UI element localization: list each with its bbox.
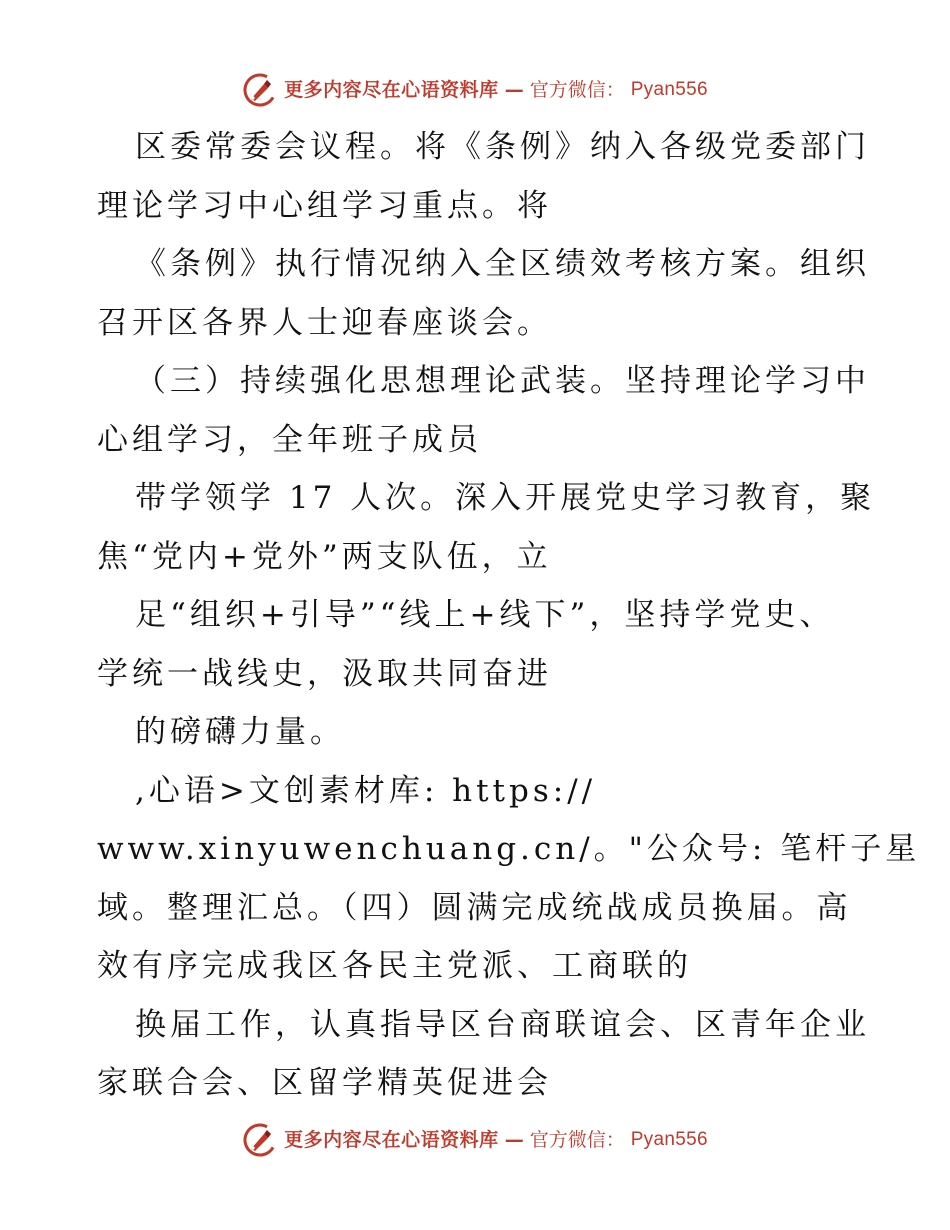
body-line: www.xinyuwenchuang.cn/。"公众号: 笔杆子星 — [97, 831, 921, 867]
header-banner — [0, 70, 950, 110]
body-line: 理论学习中心组学习重点。将 — [97, 187, 552, 224]
document-body — [97, 118, 921, 1113]
body-line: 换届工作，认真指导区台商联谊会、区青年企业 — [135, 1006, 870, 1043]
pen-logo-icon — [242, 1122, 278, 1158]
banner-wechat-id: Pyan556 — [630, 79, 708, 100]
banner-main-text: 更多内容尽在心语资料库 — [284, 79, 499, 101]
body-line: 《条例》执行情况纳入全区绩效考核方案。组织 — [135, 246, 870, 282]
banner-separator: — — [504, 1129, 524, 1151]
footer-banner — [0, 1120, 950, 1160]
body-line: 域。整理汇总。（四）圆满完成统战成员换届。高 — [97, 889, 852, 926]
body-line: 的磅礴力量。 — [135, 714, 345, 750]
body-line: 区委常委会议程。将《条例》纳入各级党委部门 — [135, 129, 870, 165]
body-line: （三）持续强化思想理论武装。坚持理论学习中 — [135, 363, 870, 399]
banner-main-text: 更多内容尽在心语资料库 — [284, 1129, 499, 1151]
banner-wechat-label: 官方微信： — [529, 1129, 625, 1151]
body-line: 效有序完成我区各民主党派、工商联的 — [97, 948, 692, 984]
body-line: 召开区各界人士迎春座谈会。 — [97, 304, 552, 341]
body-line: 学统一战线史，汲取共同奋进 — [97, 655, 552, 692]
body-line: 家联合会、区留学精英促进会 — [97, 1065, 552, 1101]
body-line: 心组学习，全年班子成员 — [97, 421, 482, 458]
banner-wechat-id: Pyan556 — [630, 1129, 708, 1150]
pen-logo-icon — [242, 72, 278, 108]
banner-separator: — — [504, 79, 524, 101]
body-line: 焦“党内+党外”两支队伍，立 — [97, 538, 552, 575]
body-line: ,心语>文创素材库: https:// — [135, 772, 597, 809]
body-line: 足“组织+引导”“线上+线下”，坚持学党史、 — [135, 597, 835, 633]
banner-wechat-label: 官方微信： — [529, 79, 625, 101]
body-line: 带学领学 17 人次。深入开展党史学习教育，聚 — [135, 480, 876, 516]
